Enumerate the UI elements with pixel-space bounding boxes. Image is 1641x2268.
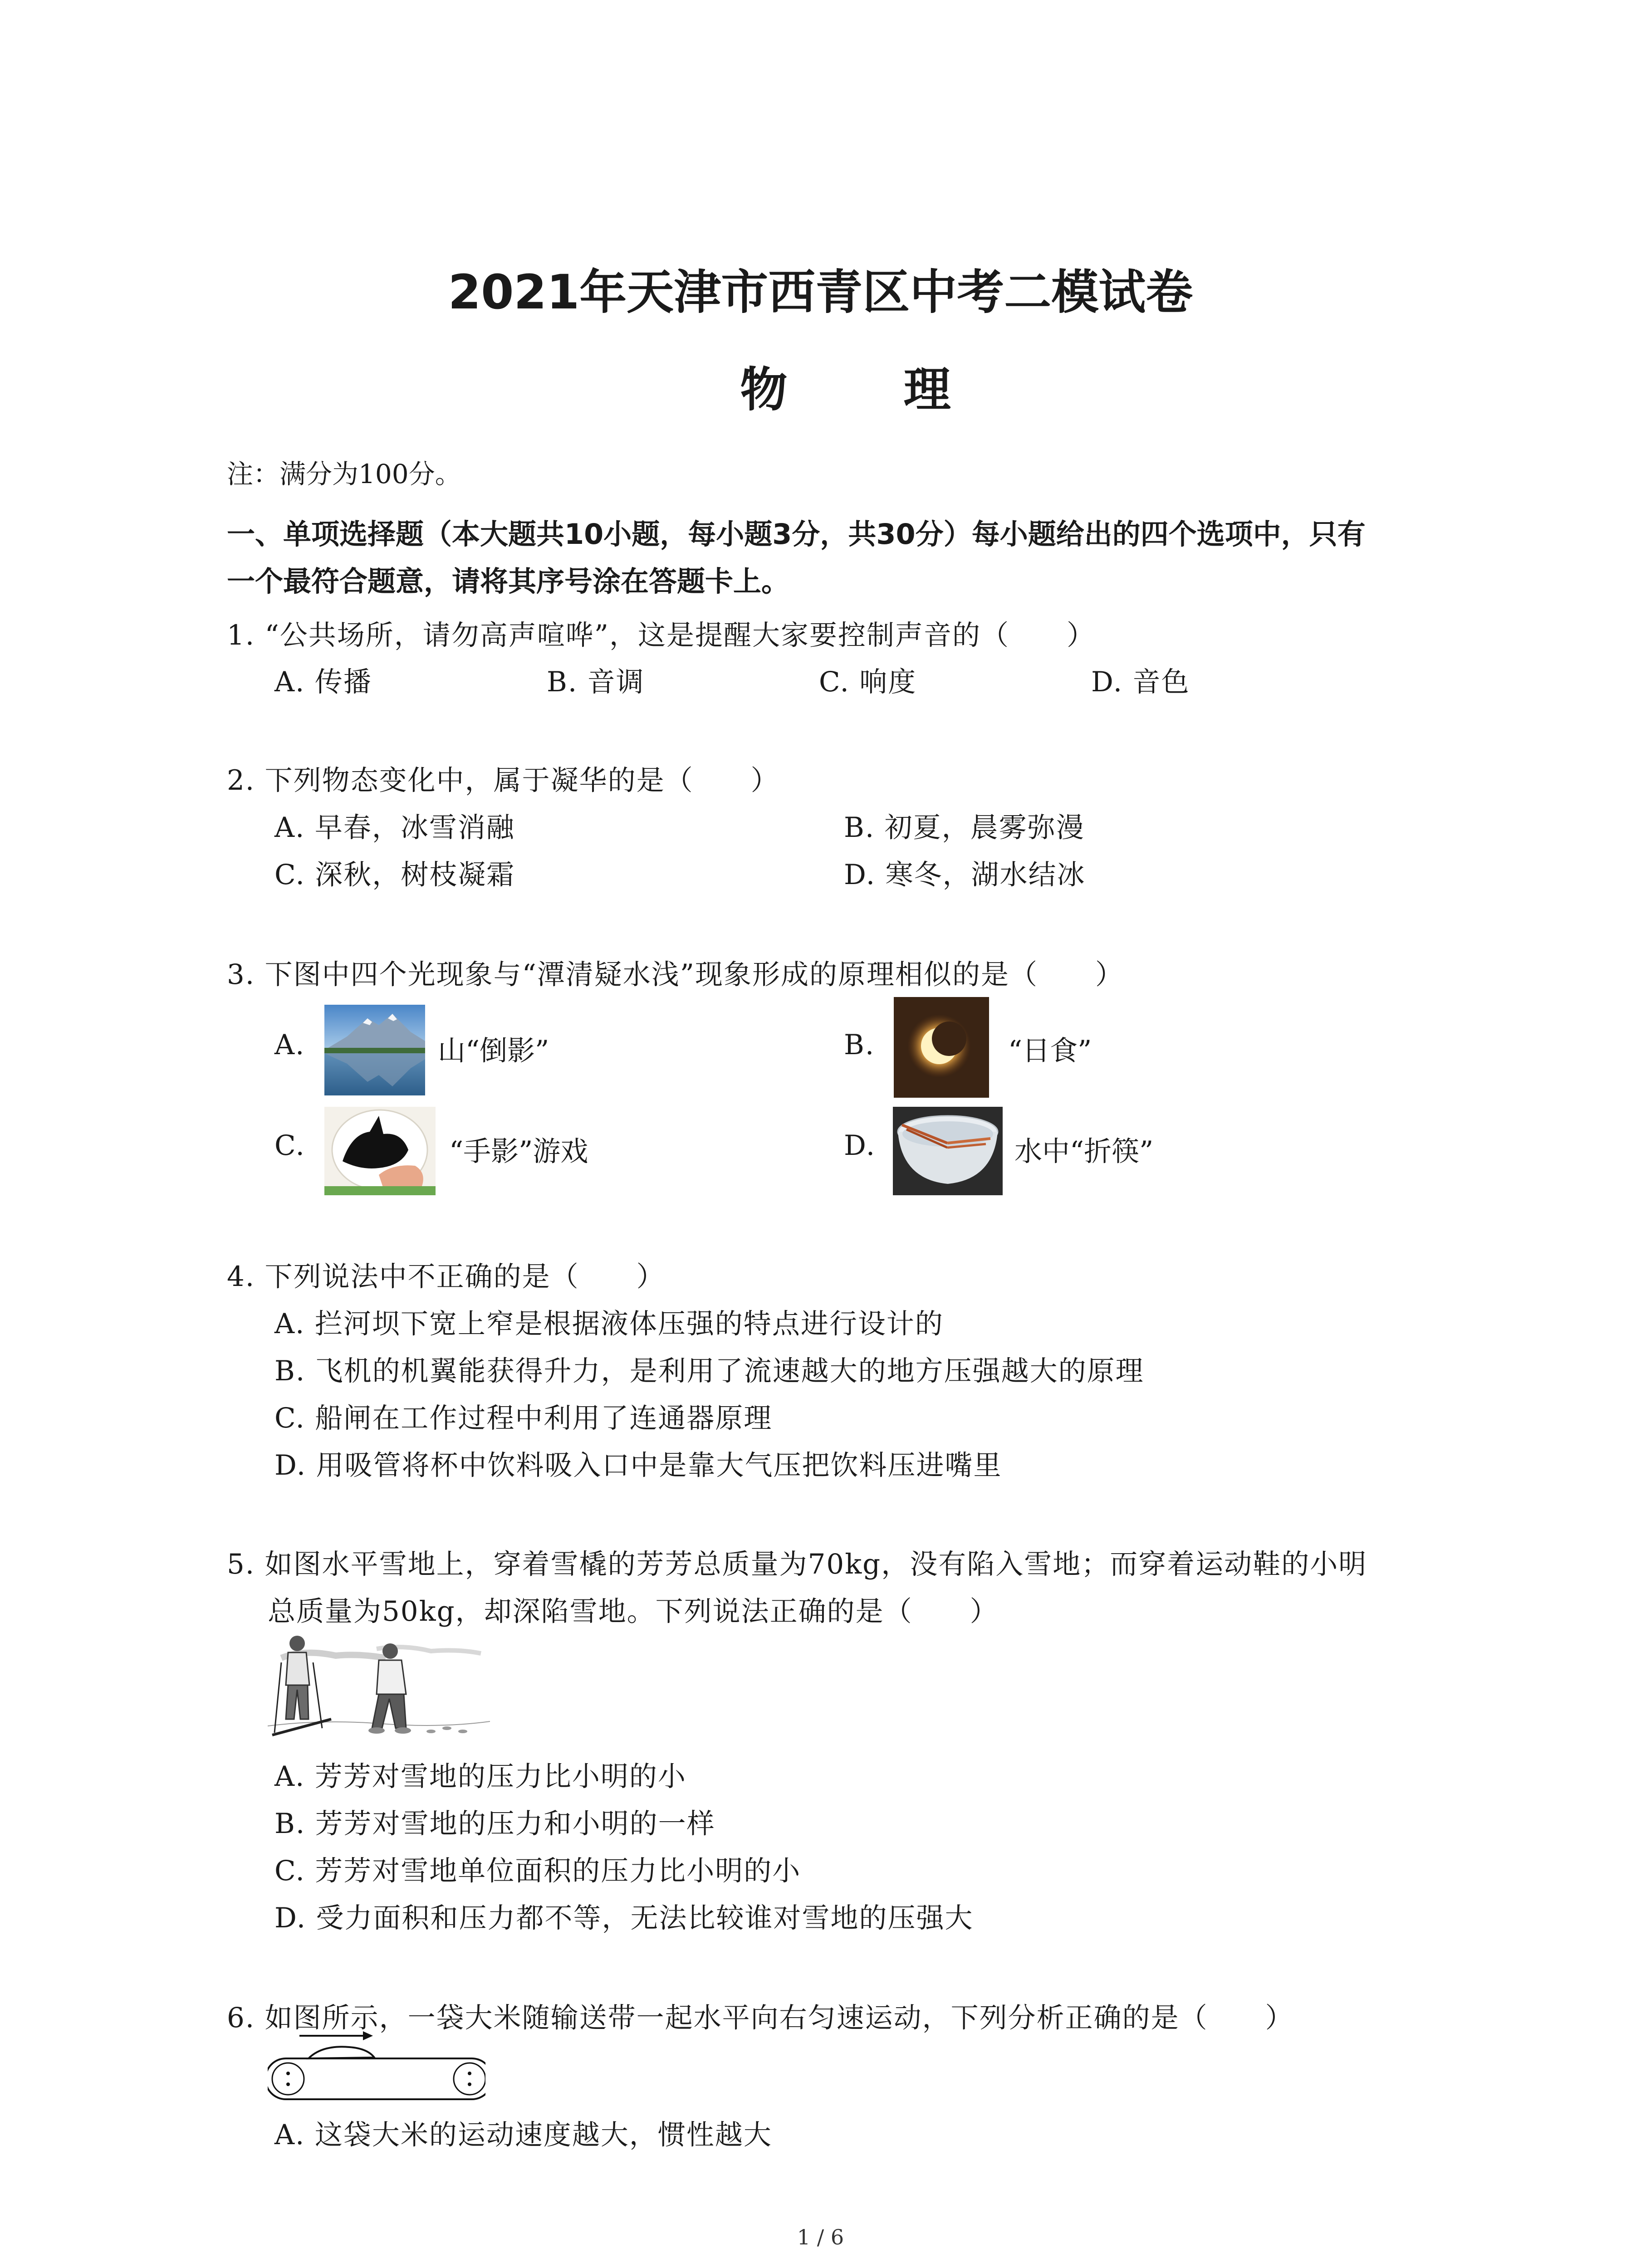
question-2-option-b: B. 初夏，晨雾弥漫 [844,811,1085,844]
snow-figures-illustration [268,1631,490,1746]
question-5-option-a: A. 芳芳对雪地的压力比小明的小 [274,1760,686,1793]
question-1-option-b: B. 音调 [547,666,645,698]
question-3-option-c-label: C. [274,1129,305,1162]
question-3-option-b-label: B. [844,1029,875,1061]
hand-shadow-image [324,1107,436,1195]
question-1-option-a: A. 传播 [274,666,372,698]
question-4-stem: 4. 下列说法中不正确的是（ ） [227,1261,665,1293]
question-6-option-a: A. 这袋大米的运动速度越大，惯性越大 [274,2119,772,2151]
question-2-option-a: A. 早春，冰雪消融 [274,811,515,844]
section-heading-line2: 一个最符合题意，请将其序号涂在答题卡上。 [227,565,790,598]
question-1-option-c: C. 响度 [819,666,917,698]
question-4-option-d: D. 用吸管将杯中饮料吸入口中是靠大气压把饮料压进嘴里 [274,1449,1002,1481]
question-3-option-a-label: A. [274,1029,305,1061]
question-3-stem: 3. 下图中四个光现象与“潭清疑水浅”现象形成的原理相似的是（ ） [227,958,1124,991]
question-2-stem: 2. 下列物态变化中，属于凝华的是（ ） [227,764,779,797]
question-2-option-d: D. 寒冬，湖水结冰 [844,859,1086,891]
question-1-stem: 1. “公共场所，请勿高声喧哗”，这是提醒大家要控制声音的（ ） [227,619,1095,651]
bent-chopsticks-image [893,1107,1003,1195]
subject-title: 物 理 [740,362,1001,417]
exam-title: 2021年天津市西青区中考二模试卷 [448,264,1193,320]
question-5-option-d: D. 受力面积和压力都不等，无法比较谁对雪地的压强大 [274,1902,974,1934]
question-5-option-b: B. 芳芳对雪地的压力和小明的一样 [274,1808,715,1840]
question-5-option-c: C. 芳芳对雪地单位面积的压力比小明的小 [274,1855,801,1887]
score-note: 注：满分为100分。 [227,459,461,489]
question-3-option-c-caption: “手影”游戏 [449,1135,588,1168]
solar-eclipse-image [894,997,989,1098]
question-3-option-a-caption: 山“倒影” [438,1035,549,1067]
question-3-option-d-caption: 水中“折筷” [1014,1135,1154,1168]
question-2-option-c: C. 深秋，树枝凝霜 [274,859,515,891]
question-3-option-d-label: D. [844,1129,876,1162]
section-heading-line1: 一、单项选择题（本大题共10小题，每小题3分，共30分）每小题给出的四个选项中，只有 [227,518,1366,551]
page-number: 1 / 6 [797,2225,844,2249]
question-4-option-c: C. 船闸在工作过程中利用了连通器原理 [274,1402,773,1434]
question-6-stem: 6. 如图所示，一袋大米随输送带一起水平向右匀速运动，下列分析正确的是（ ） [227,2002,1294,2034]
conveyor-belt-diagram [268,2027,485,2108]
question-4-option-b: B. 飞机的机翼能获得升力，是利用了流速越大的地方压强越大的原理 [274,1355,1144,1387]
question-5-stem-line2: 总质量为50kg，却深陷雪地。下列说法正确的是（ ） [268,1595,999,1628]
question-5-stem-line1: 5. 如图水平雪地上，穿着雪橇的芳芳总质量为70kg，没有陷入雪地；而穿着运动鞋的小明 [227,1548,1367,1580]
question-4-option-a: A. 拦河坝下宽上窄是根据液体压强的特点进行设计的 [274,1308,944,1340]
question-1-option-d: D. 音色 [1091,666,1190,698]
question-3-option-b-caption: “日食” [1008,1035,1092,1067]
mountain-reflection-image [324,1005,425,1095]
